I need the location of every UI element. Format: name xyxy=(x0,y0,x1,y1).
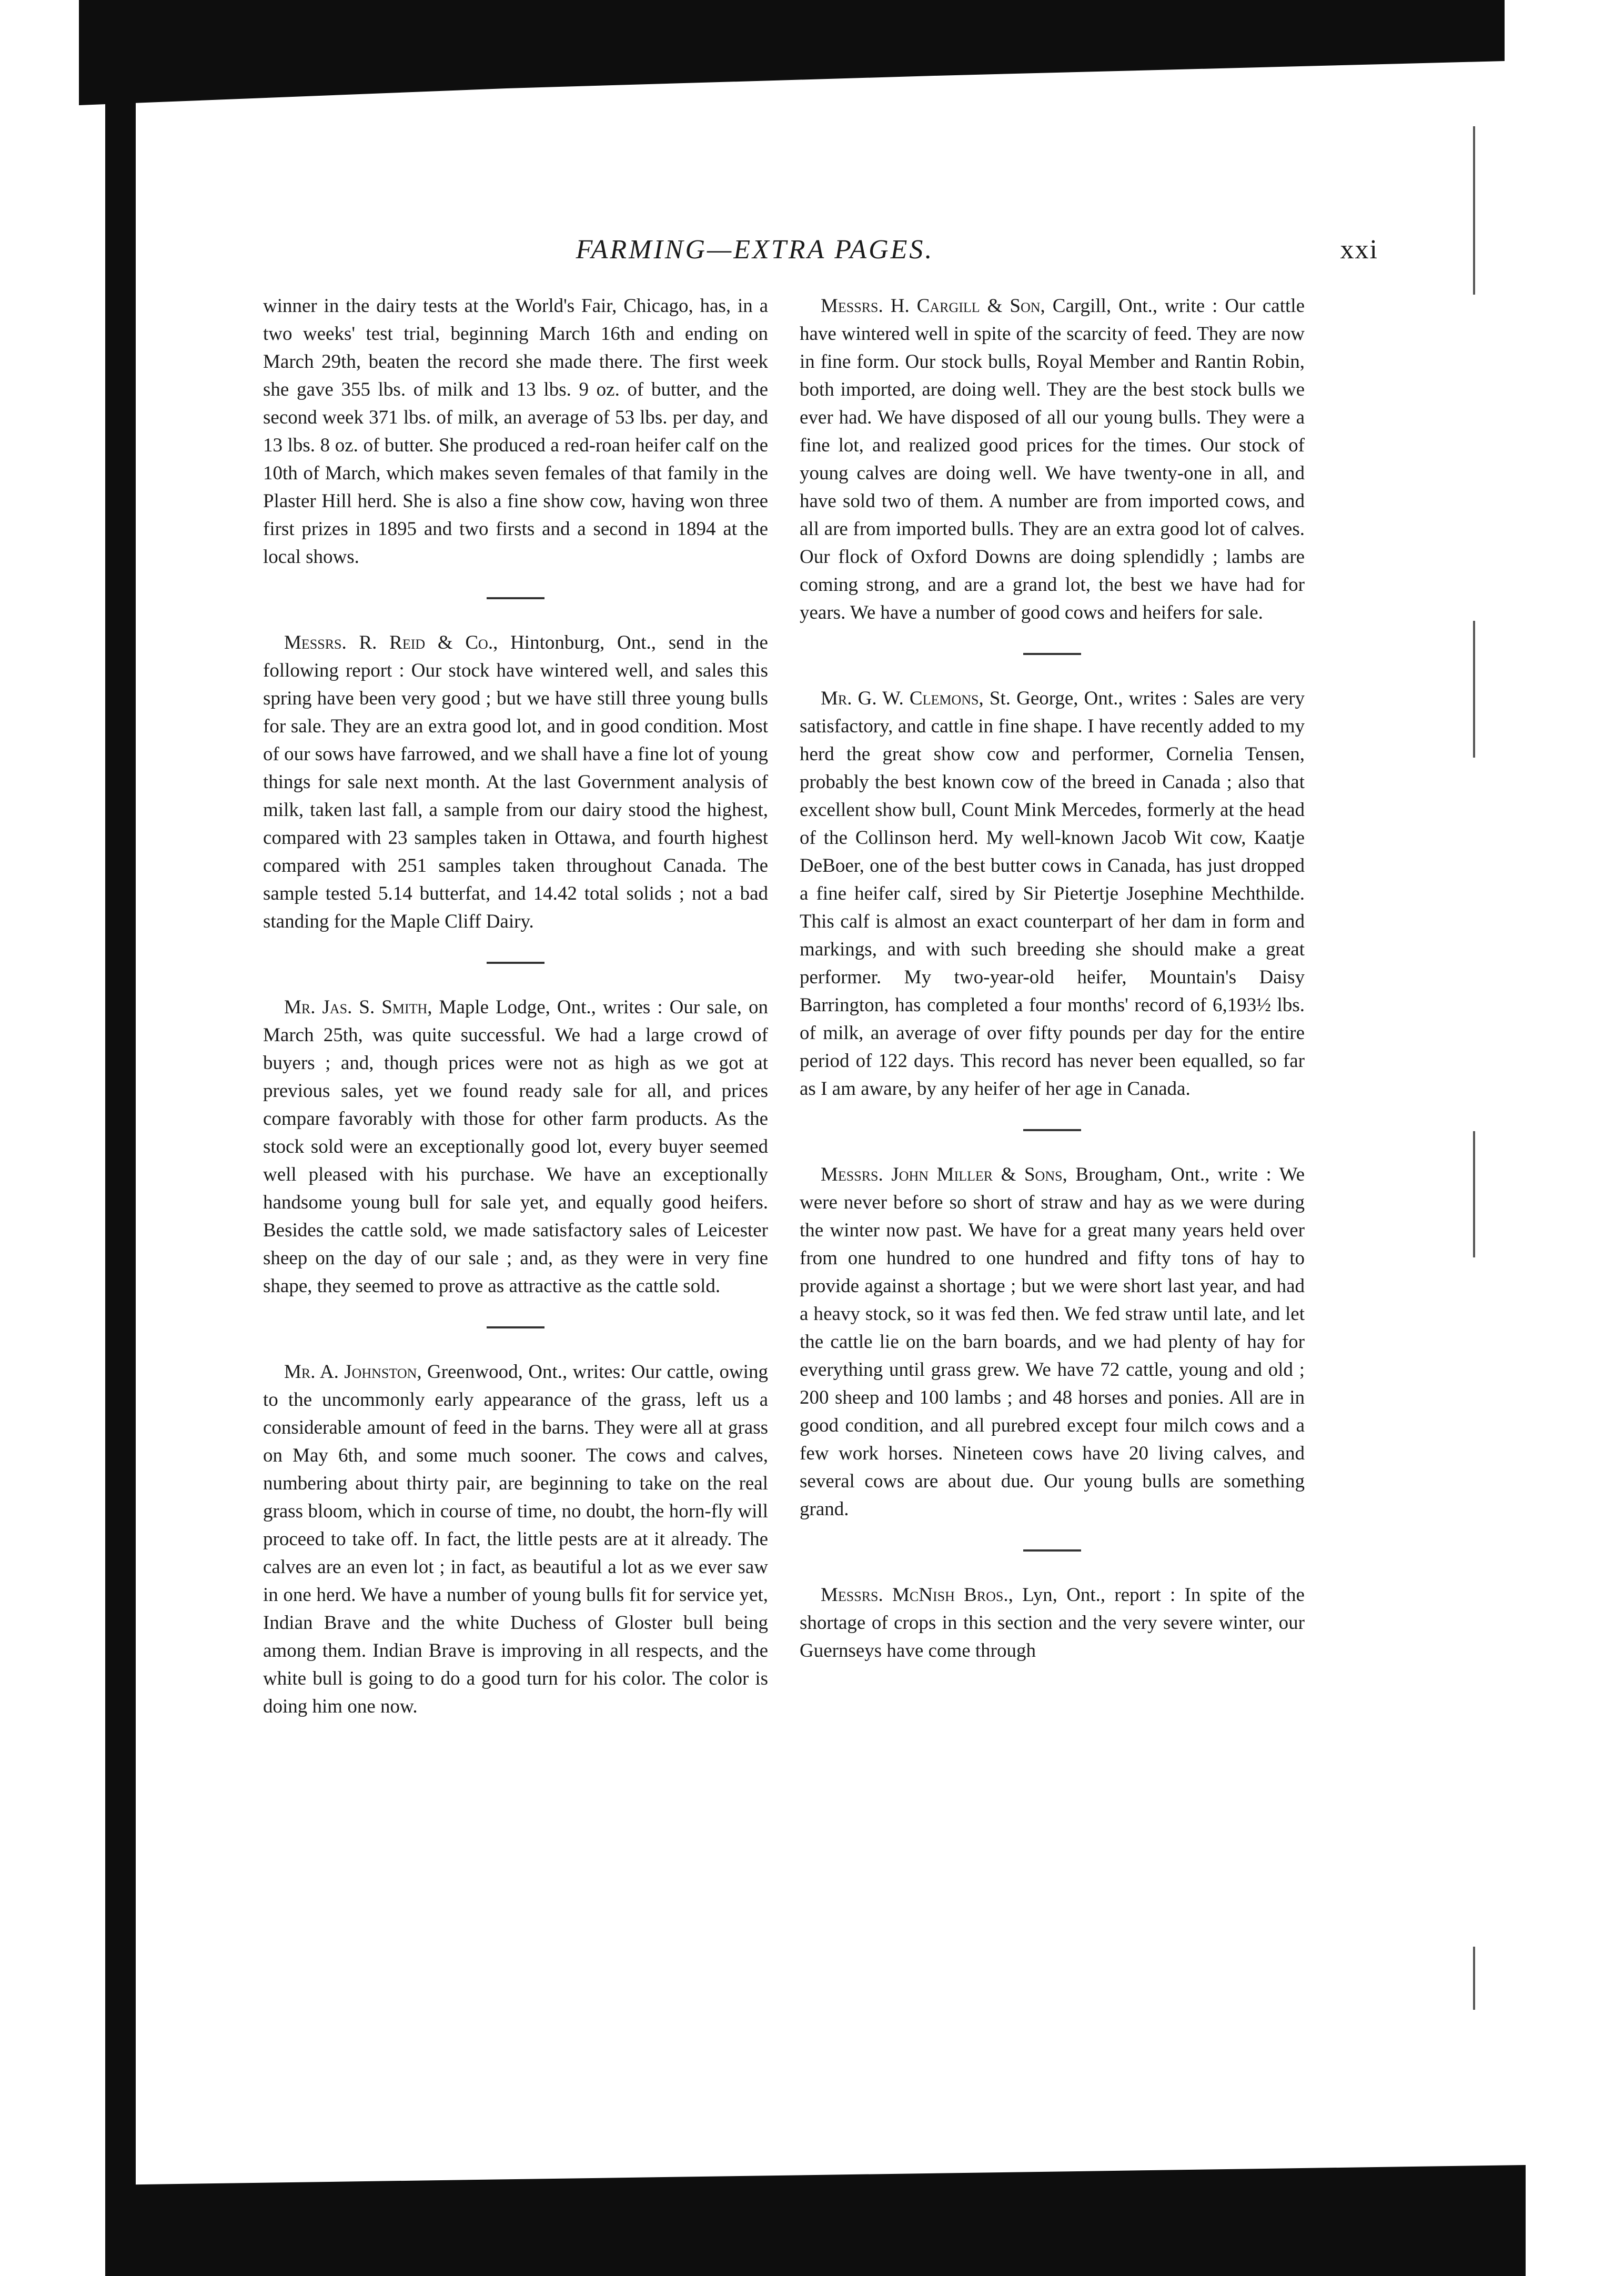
article-body: winner in the dairy tests at the World's Fair, Chicago, has, in a two weeks' test trial, beginning March 16th and ending on March 29th, beaten the record she made there. The first week she gave 355 lbs. of milk and 13 lbs. 9 oz. of butter, and the second week 371 lbs. of milk, an average of 53 lbs. per day, and 13 lbs. 8 oz. of butter. She produced a red-roan heifer calf on the 10th of March, which makes seven females of that family in the Plaster Hill herd. She is also a fine show cow, having won three first prizes in 1895 and two firsts and a second in 1894 at the local shows. xyxy=(263,295,768,568)
article-body: Maple Lodge, Ont., writes : Our sale, on March 25th, was quite successful. We had a large crowd of buyers ; and, though prices were not as high as we got at previous sales, yet we found ready sale for all, and prices compare favorably with those for other farm products. As the stock sold were an exceptionally good lot, every buyer seemed well pleased with his purchase. We have an exceptionally handsome young bull for sale yet, and equally good heifers. Besides the cattle sold, we made satisfactory sales of Leicester sheep on the day of our sale ; and, as they were in very fine shape, they seemed to prove as attractive as the cattle sold. xyxy=(263,996,768,1297)
page-header xyxy=(132,234,1378,276)
article-johnston xyxy=(263,1358,768,1720)
article-body: Hintonburg, Ont., send in the following report : Our stock have wintered well, and sales this spring have been very good ; but we have still three young bulls for sale. They are an extra good lot, and in good condition. Most of our sows have farrowed, and we shall have a fine lot of young things for sale next month. At the last Government analysis of milk, taken last fall, a sample from our dairy stood the highest, compared with 23 samples taken in Ottawa, and fourth highest compared with 251 samples taken throughout Canada. The sample tested 5.14 butterfat, and 14.42 total solids ; not a bad standing for the Maple Cliff Dairy. xyxy=(263,632,768,932)
section-divider xyxy=(487,962,544,964)
scan-edge-left xyxy=(105,79,136,2189)
right-column xyxy=(800,292,1305,1665)
article-lead: Mr. G. W. Clemons, xyxy=(821,688,984,709)
article-body: St. George, Ont., writes : Sales are very satisfactory, and cattle in fine shape. I have recently added to my herd the great show cow and performer, Cornelia Tensen, probably the best known cow of the breed in Canada ; also that excellent show bull, Count Mink Mercedes, formerly at the head of the Collinson herd. My well-known Jacob Wit cow, Kaatje DeBoer, one of the best butter cows in Canada, has just dropped a fine heifer calf, sired by Sir Pietertje Josephine Mechthilde. This calf is almost an exact counterpart of her dam in form and markings, and with such breeding she should make a great performer. My two-year-old heifer, Mountain's Daisy Barrington, has completed a four months' record of 6,193½ lbs. of milk, an average of over fifty pounds per day for the entire period of 122 days. This record has never been equalled, so far as I am aware, by any heifer of her age in Canada. xyxy=(800,688,1305,1100)
article-continuation xyxy=(263,292,768,571)
scan-mark-right xyxy=(1473,621,1475,758)
article-body: Lyn, Ont., report : In spite of the shortage of crops in this section and the very severe winter, our Guernseys have come through xyxy=(800,1584,1305,1661)
scan-mark-right xyxy=(1473,126,1475,295)
article-lead: Mr. Jas. S. Smith, xyxy=(284,996,432,1018)
article-lead: Mr. A. Johnston, xyxy=(284,1361,422,1383)
section-divider xyxy=(1023,653,1081,655)
section-divider xyxy=(1023,1129,1081,1131)
article-lead: Messrs. R. Reid & Co., xyxy=(284,632,498,653)
article-reid xyxy=(263,629,768,935)
article-lead: Messrs. H. Cargill & Son, xyxy=(821,295,1045,317)
article-miller xyxy=(800,1161,1305,1523)
scan-edge-bottom xyxy=(105,2165,1526,2276)
section-divider xyxy=(1023,1549,1081,1552)
scan-mark-right xyxy=(1473,1131,1475,1257)
page-number: xxi xyxy=(1340,235,1378,265)
article-body: Cargill, Ont., write : Our cattle have wintered well in spite of the scarcity of feed. They are now in fine form. Our stock bulls, Royal Member and Rantin Robin, both imported, are doing well. They are the best stock bulls we ever had. We have disposed of all our young bulls. They were a fine lot, and realized good prices for the times. Our stock of young calves are doing well. We have twenty-one in all, and have sold two of them. A number are from imported cows, and all are from imported bulls. They are an extra good lot of calves. Our flock of Oxford Downs are doing splendidly ; lambs are coming strong, and are a grand lot, the best we have had for years. We have a number of good cows and heifers for sale. xyxy=(800,295,1305,623)
article-body: Greenwood, Ont., writes: Our cattle, owing to the uncommonly early appearance of the grass, left us a considerable amount of feed in the barns. They were all at grass on May 6th, and some much sooner. The cows and calves, numbering about thirty pair, are beginning to take on the real grass bloom, which in course of time, no doubt, the horn-fly will proceed to take off. In fact, the little pests are at it already. The calves are an even lot ; in fact, as beautiful a lot as we ever saw in one herd. We have a number of young bulls fit for service yet, Indian Brave and the white Duchess of Gloster bull being among them. Indian Brave is improving in all respects, and the white bull is going to do a good turn for his color. The color is doing him one now. xyxy=(263,1361,768,1717)
article-smith xyxy=(263,993,768,1300)
article-lead: Messrs. McNish Bros., xyxy=(821,1584,1013,1606)
article-cargill xyxy=(800,292,1305,627)
section-divider xyxy=(487,1326,544,1328)
scan-edge-top xyxy=(79,0,1505,105)
article-body: Brougham, Ont., write : We were never before so short of straw and hay as we were during the winter now past. We have for a great many years held over from one hundred to one hundred and fifty tons of hay to provide against a shortage ; but we were short last year, and had a heavy stock, so it was fed then. We fed straw until late, and let the cattle lie on the barn boards, and we had plenty of hay for everything until grass grew. We have 72 cattle, young and old ; 200 sheep and 100 lambs ; and 48 horses and ponies. All are in good condition, and all purebred except four milch cows and a few work horses. Nineteen cows have 20 living calves, and several cows are about due. Our young bulls are something grand. xyxy=(800,1164,1305,1520)
article-mcnish xyxy=(800,1581,1305,1665)
section-divider xyxy=(487,597,544,599)
article-lead: Messrs. John Miller & Sons, xyxy=(821,1164,1067,1185)
article-clemons xyxy=(800,684,1305,1103)
scan-mark-right xyxy=(1473,1947,1475,2010)
left-column xyxy=(263,292,768,1720)
running-title: FARMING—EXTRA PAGES. xyxy=(576,235,934,265)
